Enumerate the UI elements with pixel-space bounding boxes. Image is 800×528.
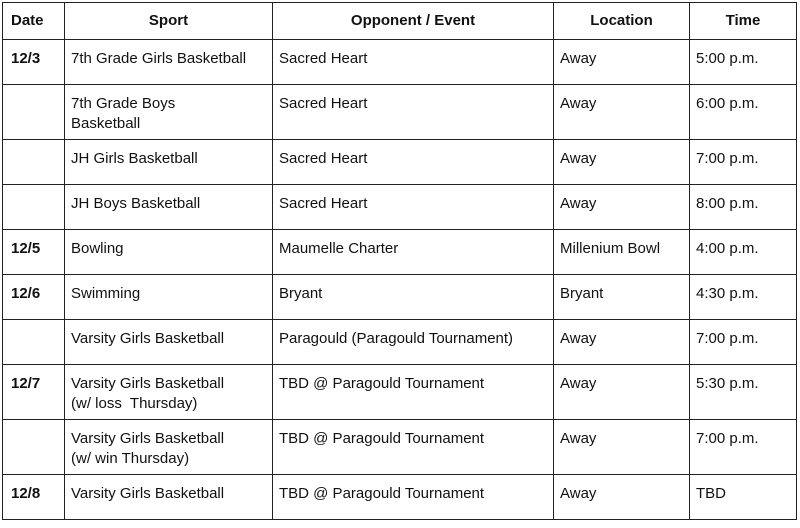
schedule-table (2, 2, 797, 520)
time-cell: 5:30 p.m. (690, 365, 797, 420)
table-row (3, 230, 797, 275)
location-cell: Away (554, 475, 690, 520)
date-cell: 12/6 (3, 275, 65, 320)
opponent-cell: Sacred Heart (273, 185, 554, 230)
sport-cell (65, 420, 273, 475)
time-cell: 7:00 p.m. (690, 320, 797, 365)
sport-cell: JH Girls Basketball (65, 140, 273, 185)
time-cell: 6:00 p.m. (690, 85, 797, 140)
sport-line-2: (w/ win Thursday) (71, 450, 190, 467)
time-cell: 8:00 p.m. (690, 185, 797, 230)
location-cell: Away (554, 40, 690, 85)
time-cell: 7:00 p.m. (690, 420, 797, 475)
time-cell: 4:00 p.m. (690, 230, 797, 275)
table-row (3, 185, 797, 230)
sport-cell (65, 365, 273, 420)
header-date: Date (3, 3, 65, 40)
sport-line-2: (w/ loss Thursday) (71, 395, 198, 412)
table-row (3, 420, 797, 475)
header-opponent: Opponent / Event (273, 3, 554, 40)
opponent-cell: TBD @ Paragould Tournament (273, 475, 554, 520)
opponent-cell: Sacred Heart (273, 140, 554, 185)
header-location: Location (554, 3, 690, 40)
sport-cell: Bowling (65, 230, 273, 275)
table-row (3, 40, 797, 85)
table-row (3, 320, 797, 365)
date-cell (3, 140, 65, 185)
sport-line-1: Varsity Girls Basketball (71, 430, 225, 447)
opponent-cell: Paragould (Paragould Tournament) (273, 320, 554, 365)
date-cell: 12/3 (3, 40, 65, 85)
location-cell: Away (554, 320, 690, 365)
opponent-cell: Sacred Heart (273, 85, 554, 140)
location-cell: Away (554, 185, 690, 230)
time-cell: 4:30 p.m. (690, 275, 797, 320)
date-cell: 12/8 (3, 475, 65, 520)
sport-cell: JH Boys Basketball (65, 185, 273, 230)
time-cell: 5:00 p.m. (690, 40, 797, 85)
location-cell: Away (554, 140, 690, 185)
opponent-cell: Sacred Heart (273, 40, 554, 85)
location-cell: Millenium Bowl (554, 230, 690, 275)
header-time: Time (690, 3, 797, 40)
header-sport: Sport (65, 3, 273, 40)
opponent-cell: Maumelle Charter (273, 230, 554, 275)
sport-line-2: Basketball (71, 115, 141, 132)
sport-line-1: 7th Grade Boys (71, 95, 176, 112)
header-row (3, 3, 797, 40)
date-cell: 12/7 (3, 365, 65, 420)
opponent-cell: TBD @ Paragould Tournament (273, 420, 554, 475)
date-cell (3, 185, 65, 230)
date-cell (3, 420, 65, 475)
sport-cell: Varsity Girls Basketball (65, 475, 273, 520)
location-cell: Away (554, 365, 690, 420)
date-cell (3, 85, 65, 140)
table-row (3, 85, 797, 140)
table-row (3, 365, 797, 420)
opponent-cell: TBD @ Paragould Tournament (273, 365, 554, 420)
sport-cell: Swimming (65, 275, 273, 320)
sport-cell: 7th Grade Girls Basketball (65, 40, 273, 85)
time-cell: 7:00 p.m. (690, 140, 797, 185)
opponent-cell: Bryant (273, 275, 554, 320)
date-cell (3, 320, 65, 365)
location-cell: Away (554, 85, 690, 140)
sport-line-1: Varsity Girls Basketball (71, 375, 225, 392)
sport-cell (65, 85, 273, 140)
sport-cell: Varsity Girls Basketball (65, 320, 273, 365)
table-row (3, 275, 797, 320)
location-cell: Bryant (554, 275, 690, 320)
location-cell: Away (554, 420, 690, 475)
date-cell: 12/5 (3, 230, 65, 275)
table-row (3, 140, 797, 185)
time-cell: TBD (690, 475, 797, 520)
table-row (3, 475, 797, 520)
